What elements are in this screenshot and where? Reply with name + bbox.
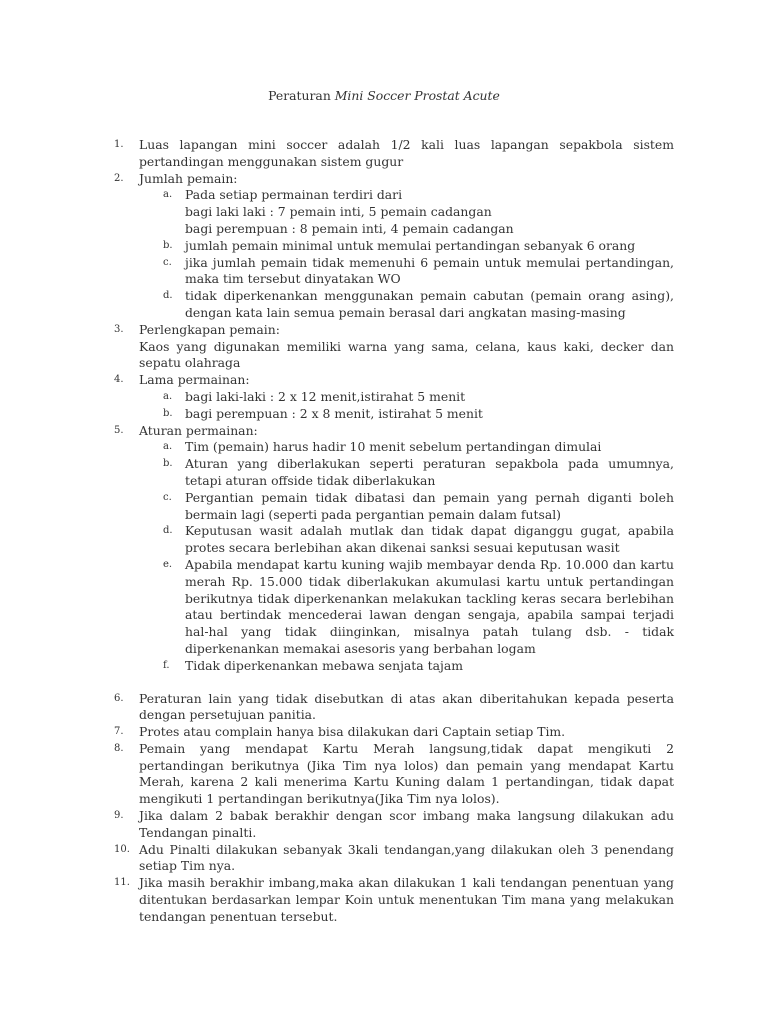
item-text: Protes atau complain hanya bisa dilakukan dari Captain setiap Tim. — [139, 724, 566, 740]
list-item — [0, 741, 674, 808]
sub-item — [0, 288, 674, 322]
item-text: Jika dalam 2 babak berakhir dengan scor imbang maka langsung dilakukan adu Tendangan pinalti. — [139, 808, 674, 840]
sub-item — [0, 658, 674, 675]
item-text: Jika masih berakhir imbang,maka akan dilakukan 1 kali tendangan penentuan yang ditentukan berdasarkan lempar Koin untuk menentukan Tim mana yang melakukan tendangan penentuan tersebut. — [139, 875, 674, 924]
item-number: 7. — [114, 726, 124, 738]
sub-item-text: jumlah pemain minimal untuk memulai pertandingan sebanyak 6 orang — [185, 237, 636, 253]
item-text: Peraturan lain yang tidak disebutkan di atas akan diberitahukan kepada peserta dengan persetujuan panitia. — [139, 690, 674, 723]
sub-item-text: bagi perempuan : 2 x 8 menit, istirahat 5 menit — [185, 405, 483, 421]
list-item — [0, 724, 674, 741]
sub-item-text: Tim (pemain) harus hadir 10 menit sebelum pertandingan dimulai — [185, 439, 602, 455]
item-number: 10. — [114, 843, 130, 855]
document-title — [0, 88, 768, 105]
item-text: Jumlah pemain: — [139, 170, 238, 186]
sub-item-letter: a. — [163, 441, 173, 453]
list-item — [0, 875, 674, 925]
sub-item-text: Aturan yang diberlakukan seperti peraturan sepakbola pada umumnya, tetapi aturan offside tidak diberlakukan — [185, 456, 674, 488]
sub-item-text: tidak diperkenankan menggunakan pemain cabutan (pemain orang asing), dengan kata lain semua pemain berasal dari angkatan masing-masing — [185, 288, 674, 320]
sub-item-text: jika jumlah pemain tidak memenuhi 6 pemain untuk memulai pertandingan, maka tim tersebut dinyatakan WO — [185, 254, 674, 287]
sub-item — [0, 255, 674, 289]
item-number: 1. — [114, 139, 124, 150]
item-text: Perlengkapan pemain: — [139, 321, 280, 337]
item-number: 9. — [114, 810, 124, 822]
sub-item — [0, 389, 674, 406]
sub-item-text: bagi laki-laki : 2 x 12 menit,istirahat 5 menit — [185, 388, 466, 404]
item-number: 5. — [114, 424, 124, 436]
sub-item-letter: d. — [163, 525, 173, 537]
sub-item — [0, 557, 674, 658]
list-item — [0, 691, 674, 725]
sub-item-letter: e. — [163, 558, 173, 570]
sub-item-text: Tidak diperkenankan mebawa senjata tajam — [185, 657, 463, 673]
list-item — [0, 842, 674, 876]
title-italic: Mini Soccer Prostat Acute — [334, 88, 500, 103]
sub-item — [0, 456, 674, 490]
sub-item — [0, 439, 674, 456]
sub-item-letter: a. — [163, 189, 173, 201]
section-spacer — [0, 675, 768, 691]
sub-item — [0, 238, 674, 255]
item-text: Aturan permainan: — [139, 422, 258, 438]
sub-item-continuation: bagi perempuan : 8 pemain inti, 4 pemain cadangan — [185, 220, 514, 236]
sub-item-text: Apabila mendapat kartu kuning wajib membayar denda Rp. 10.000 dan kartu merah Rp. 15.000 tidak diberlakukan akumulasi kartu untuk pertandingan berikutnya tidak diperkenankan melakukan tackling keras secara berlebihan atau bertindak mencederai lawan dengan sengaja, apabila sampai terjadi hal-hal yang tidak diinginkan, misalnya patah tulang dsb. - tidak diperkenankan memakai asesoris yang berbahan logam — [185, 556, 674, 656]
sub-item-letter: a. — [163, 390, 173, 402]
sub-item — [0, 406, 674, 423]
sub-item-text: Pergantian pemain tidak dibatasi dan pemain yang pernah diganti boleh bermain lagi (seperti pada pergantian pemain dalam futsal) — [185, 489, 674, 522]
sub-item — [0, 490, 674, 524]
sub-item-letter: b. — [163, 407, 173, 419]
list-item — [0, 171, 674, 188]
sub-item-text: Pada setiap permainan terdiri dari — [185, 187, 403, 203]
item-number: 3. — [114, 323, 124, 335]
sub-item-letter: f. — [163, 659, 170, 671]
list-item — [0, 423, 674, 440]
list-item — [0, 322, 674, 372]
item-text: Lama permainan: — [139, 372, 250, 388]
rules-list — [0, 137, 768, 926]
title-prefix: Peraturan — [268, 88, 335, 103]
sub-item-letter: b. — [163, 239, 173, 251]
sub-item-letter: c. — [163, 256, 172, 268]
item-number: 6. — [114, 692, 124, 704]
sub-item — [0, 187, 674, 204]
item-text: Pemain yang mendapat Kartu Merah langsung,tidak dapat mengikuti 2 pertandingan berikutnya (Jika Tim nya lolos) dan pemain yang mendapat Kartu Merah, karena 2 kali menerima Kartu Kuning dalam 1 pertandingan, tidak dapat mengikuti 1 pertandingan berikutnya(Jika Tim nya lolos). — [139, 740, 674, 807]
list-item — [0, 137, 674, 171]
item-number: 8. — [114, 742, 124, 754]
sub-item-text: Keputusan wasit adalah mutlak dan tidak dapat diganggu gugat, apabila protes secara berlebihan akan dikenai sanksi sesuai keputusan wasit — [185, 523, 674, 556]
item-text: Luas lapangan mini soccer adalah 1/2 kali luas lapangan sepakbola sistem pertandingan menggunakan sistem gugur — [139, 137, 674, 169]
item-number: 4. — [114, 374, 124, 386]
sub-item-letter: c. — [163, 491, 172, 503]
sub-item-continuation: bagi laki laki : 7 pemain inti, 5 pemain cadangan — [185, 204, 492, 220]
item-text: Kaos yang digunakan memiliki warna yang sama, celana, kaus kaki, decker dan sepatu olahraga — [139, 338, 674, 371]
list-item — [0, 808, 674, 842]
item-number: 2. — [114, 172, 124, 184]
list-item — [0, 372, 674, 389]
sub-item-letter: d. — [163, 290, 173, 302]
sub-item — [0, 523, 674, 557]
item-text: Adu Pinalti dilakukan sebanyak 3kali tendangan,yang dilakukan oleh 3 penendang setiap Tim nya. — [139, 841, 674, 874]
sub-item-letter: b. — [163, 458, 173, 470]
item-number: 11. — [114, 877, 130, 889]
